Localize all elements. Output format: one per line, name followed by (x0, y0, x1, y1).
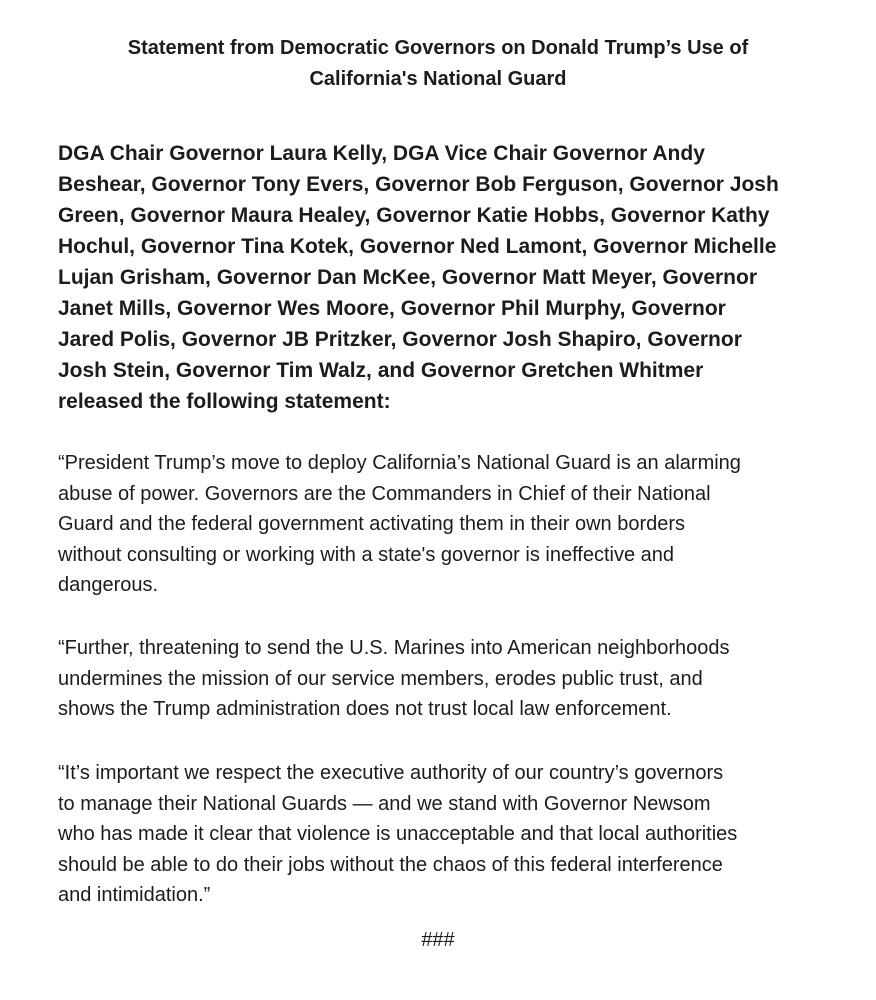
intro-line: Beshear, Governor Tony Evers, Governor Bob Ferguson, Governor Josh (58, 173, 779, 196)
paragraph-line: “Further, threatening to send the U.S. Marines into American neighborhoods (58, 637, 730, 659)
paragraph-line: and intimidation.” (58, 884, 211, 906)
intro-line: DGA Chair Governor Laura Kelly, DGA Vice Chair Governor Andy (58, 142, 705, 165)
intro-line: Lujan Grisham, Governor Dan McKee, Governor Matt Meyer, Governor (58, 266, 758, 289)
intro-line: Josh Stein, Governor Tim Walz, and Governor Gretchen Whitmer (58, 359, 704, 382)
statement-paragraph-2 (58, 633, 848, 725)
statement-title (60, 33, 816, 95)
governors-intro-paragraph (58, 138, 848, 417)
statement-paragraph-3 (58, 758, 848, 911)
paragraph-line: shows the Trump administration does not trust local law enforcement. (58, 698, 672, 720)
paragraph-line: undermines the mission of our service members, erodes public trust, and (58, 667, 703, 690)
title-line: Statement from Democratic Governors on Donald Trump’s Use of (127, 37, 749, 59)
end-of-release-mark: ### (421, 929, 455, 951)
intro-line: Jared Polis, Governor JB Pritzker, Governor Josh Shapiro, Governor (58, 328, 742, 351)
statement-paragraph-1 (58, 448, 848, 601)
paragraph-line: Guard and the federal government activating them in their own borders (58, 513, 686, 535)
paragraph-line: “President Trump’s move to deploy California’s National Guard is an alarming (58, 452, 741, 474)
paragraph-line: should be able to do their jobs without the chaos of this federal interference (58, 853, 723, 876)
paragraph-line: dangerous. (58, 574, 159, 596)
paragraph-line: to manage their National Guards — and we stand with Governor Newsom (58, 792, 711, 815)
paragraph-line: abuse of power. Governors are the Commanders in Chief of their National (58, 482, 711, 505)
intro-line: Janet Mills, Governor Wes Moore, Governor Phil Murphy, Governor (58, 297, 726, 320)
title-line: California's National Guard (309, 68, 567, 90)
intro-line: Green, Governor Maura Healey, Governor Katie Hobbs, Governor Kathy (58, 204, 770, 227)
intro-line: Hochul, Governor Tina Kotek, Governor Ned Lamont, Governor Michelle (58, 235, 777, 258)
paragraph-line: without consulting or working with a state's governor is ineffective and (58, 543, 674, 566)
paragraph-line: “It’s important we respect the executive authority of our country’s governors (58, 762, 724, 784)
paragraph-line: who has made it clear that violence is unacceptable and that local authorities (58, 823, 738, 845)
intro-line: released the following statement: (58, 390, 391, 413)
